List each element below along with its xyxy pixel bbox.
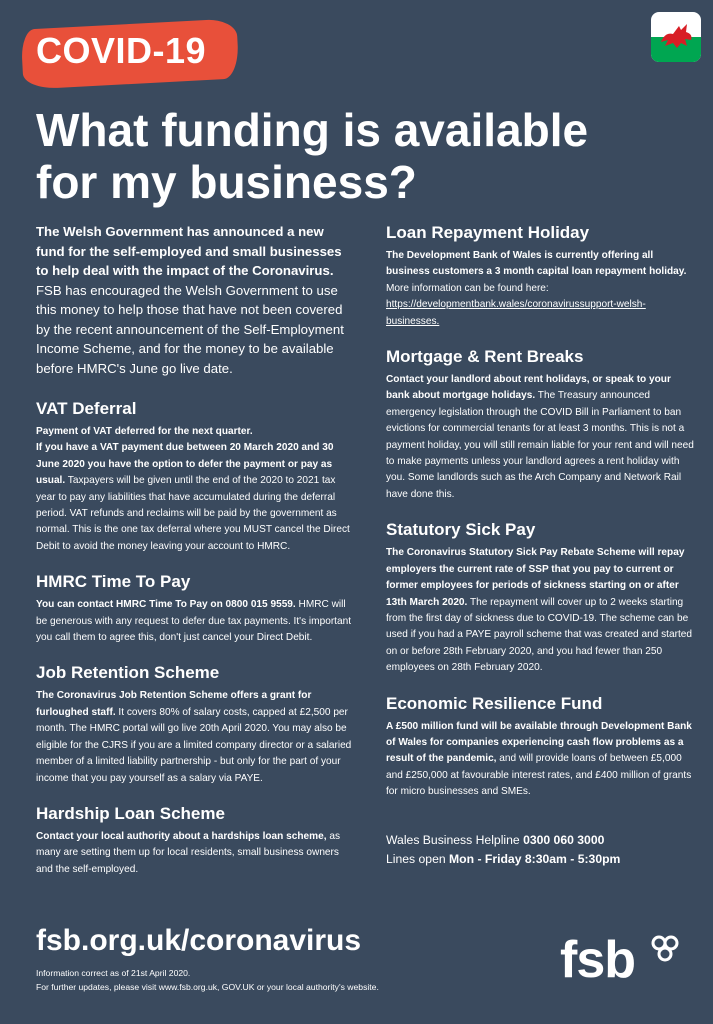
vat-paragraph	[36, 424, 352, 555]
helpline-block	[386, 831, 696, 869]
right-column	[386, 222, 696, 869]
title-line-1: What funding is available	[36, 104, 589, 156]
ssp-text: The repayment will cover up to 2 weeks starting from the first day of sickness due to COVID-19. The scheme can be used if you had a PAYE payroll scheme that was created and started on or before 28th February 2020, and you had fewer than 250 employees on 28th February 2020.	[386, 596, 692, 674]
job-retention-text: It covers 80% of salary costs, capped at £2,500 per month. The HMRC portal will go live 20th April 2020. You may also be eligible for the CJRS if you are a limited company director or a salaried member of a limited liability partnership - but only for the part of your income that you pay yourself as a salary via PAYE.	[36, 706, 352, 784]
hardship-text: as many are setting them up for local residents, small business owners and the self-employed.	[36, 830, 340, 875]
hardship-bold: Contact your local authority about a hardships loan scheme,	[36, 830, 327, 842]
vat-bold-1: Payment of VAT deferred for the next quarter.	[36, 426, 253, 437]
hardship-paragraph	[36, 829, 352, 878]
fsb-rings-icon	[650, 934, 680, 970]
ssp-paragraph	[386, 545, 696, 676]
fsb-logo: fsb	[560, 931, 635, 989]
footnote	[36, 966, 379, 994]
job-retention-bold: The Coronavirus Job Retention Scheme offers a grant for furloughed staff.	[36, 690, 312, 718]
title-line-2: for my business?	[36, 156, 417, 208]
erf-heading: Economic Resilience Fund	[386, 693, 603, 713]
footnote-date: Information correct as of 21st April 2020.	[36, 968, 191, 978]
loan-bold: The Development Bank of Wales is currently offering all business customers a 3 month capital loan repayment holiday.	[386, 250, 687, 278]
job-retention-paragraph	[36, 688, 352, 786]
loan-paragraph	[386, 248, 696, 330]
hmrc-text: HMRC will be generous with any request to defer due tax payments. It's important you call them to agree this, don't just cancel your Direct Debit.	[36, 599, 352, 644]
intro-text: FSB has encouraged the Welsh Government to use this money to help those that have not been covered by the recent announcement of the Self-Employment Income Scheme, and for the money to be available before HMRC's June go live date.	[36, 282, 344, 376]
fsb-coronavirus-url[interactable]: fsb.org.uk/coronavirus	[36, 924, 362, 957]
erf-paragraph	[386, 719, 696, 801]
helpline-number: 0300 060 3000	[523, 832, 605, 847]
hardship-heading: Hardship Loan Scheme	[36, 803, 225, 823]
hmrc-paragraph	[36, 597, 352, 646]
development-bank-link[interactable]: https://developmentbank.wales/coronavirussupport-welsh-businesses.	[386, 299, 646, 327]
hmrc-heading: HMRC Time To Pay	[36, 572, 191, 592]
job-retention-heading: Job Retention Scheme	[36, 663, 220, 683]
erf-bold: A £500 million fund will be available through Development Bank of Wales for companies experiencing cash flow problems as a result of the pandemic,	[386, 720, 692, 765]
helpline-hours: Mon - Friday 8:30am - 5:30pm	[449, 851, 621, 866]
loan-text: More information can be found here:	[386, 282, 549, 294]
mortgage-bold: Contact your landlord about rent holidays, or speak to your bank about mortgage holidays.	[386, 374, 671, 402]
left-column	[36, 222, 352, 894]
welsh-flag-icon	[651, 12, 701, 62]
ssp-bold: The Coronavirus Statutory Sick Pay Rebate Scheme will repay employers the current rate of SSP that you pay to current or former employees for periods of sickness starting on or after 13th March 2020.	[386, 547, 685, 608]
mortgage-text: The Treasury announced emergency legislation through the COVID Bill in Parliament to ban evictions for commercial tenants for at least 3 months. This is not a payment holiday, you will still remain liable for your rent and will need to make payments unless your landlord agrees a rent holiday with you. Some landlords such as the Arch Company and Network Rail have done this.	[386, 390, 694, 500]
mortgage-paragraph	[386, 372, 696, 503]
footnote-updates: For further updates, please visit www.fsb.org.uk, GOV.UK or your local authority's website.	[36, 982, 379, 992]
erf-text: and will provide loans of between £5,000 and £250,000 at favourable interest rates, and £400 million of grants for micro businesses and SMEs.	[386, 753, 692, 798]
intro-bold: The Welsh Government has announced a new fund for the self-employed and small businesses to help deal with the impact of the Coronavirus.	[36, 224, 342, 278]
page-title	[36, 104, 696, 208]
loan-heading: Loan Repayment Holiday	[386, 223, 590, 242]
mortgage-heading: Mortgage & Rent Breaks	[386, 347, 584, 367]
vat-bold-2: If you have a VAT payment due between 20 March 2020 and 30 June 2020 you have the option to defer the payment or pay as usual.	[36, 442, 334, 487]
helpline-label: Wales Business Helpline	[386, 832, 524, 847]
ssp-heading: Statutory Sick Pay	[386, 520, 536, 540]
hmrc-bold: You can contact HMRC Time To Pay on 0800 015 9559.	[36, 599, 296, 611]
hours-label: Lines open	[386, 851, 450, 866]
vat-text: Taxpayers will be given until the end of the 2020 to 2021 tax year to pay any liabilities that have accumulated during the deferral period. VAT refunds and reclaims will be paid by the government as normal. This is the one tax deferral where you MUST cancel the Direct Debit to avoid the money leaving your account to HMRC.	[36, 475, 350, 552]
covid-badge-text: COVID-19	[36, 30, 207, 71]
vat-heading: VAT Deferral	[36, 399, 137, 418]
intro-paragraph	[36, 222, 352, 378]
